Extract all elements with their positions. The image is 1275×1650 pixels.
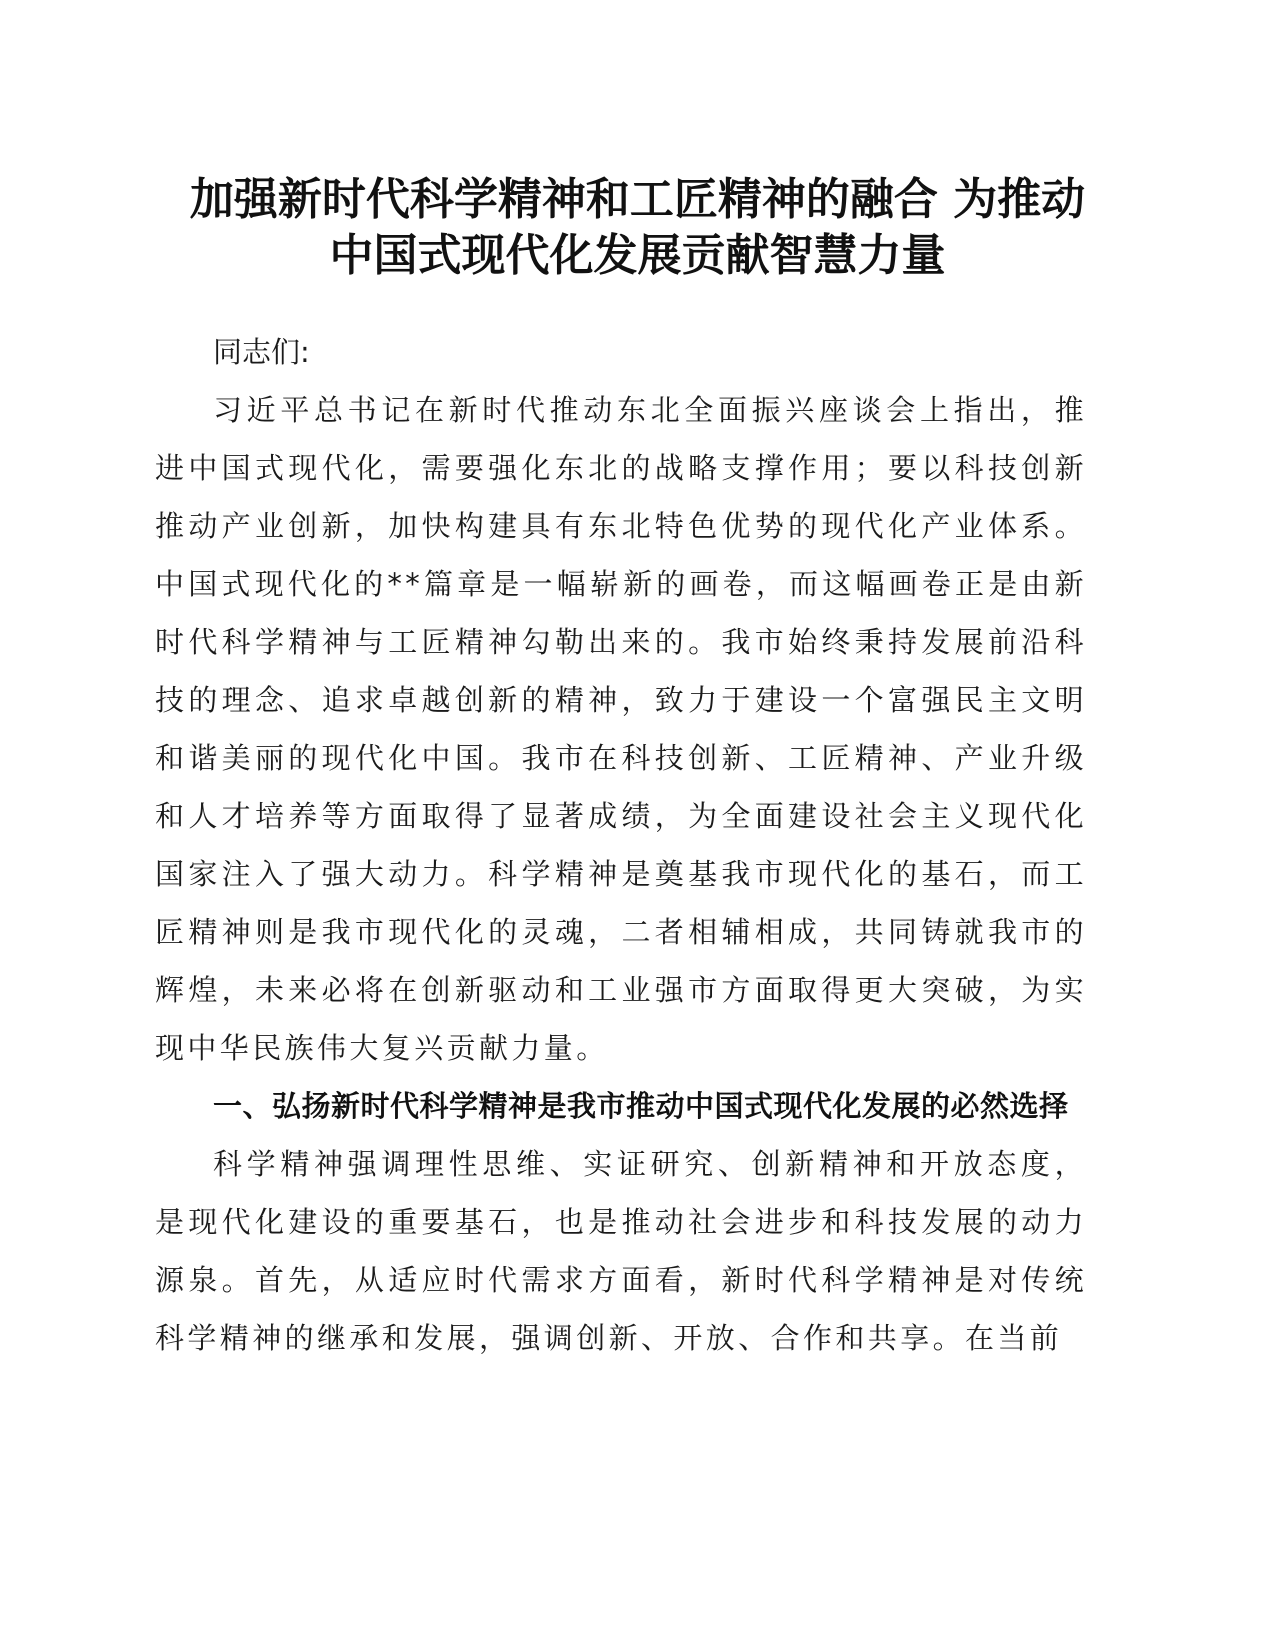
section-heading-1: 一、弘扬新时代科学精神是我市推动中国式现代化发展的必然选择 [213, 1089, 1069, 1123]
section-1-paragraph: 科学精神强调理性思维、实证研究、创新精神和开放态度，是现代化建设的重要基石，也是推动社会进步和科技发展的动力源泉。首先，从适应时代需求方面看，新时代科学精神是对传统科学精神的继承和发展，强调创新、开放、合作和共享。在当前 [155, 1147, 1087, 1355]
title-line-2: 中国式现代化发展贡献智慧力量 [329, 230, 946, 281]
intro-paragraph: 习近平总书记在新时代推动东北全面振兴座谈会上指出，推进中国式现代化，需要强化东北的战略支撑作用；要以科技创新推动产业创新，加快构建具有东北特色优势的现代化产业体系。中国式现代化的**篇章是一幅崭新的画卷，而这幅画卷正是由新时代科学精神与工匠精神勾勒出来的。我市始终秉持发展前沿科技的理念、追求卓越创新的精神，致力于建设一个富强民主文明和谐美丽的现代化中国。我市在科技创新、工匠精神、产业升级和人才培养等方面取得了显著成绩，为全面建设社会主义现代化国家注入了强大动力。科学精神是奠基我市现代化的基石，而工匠精神则是我市现代化的灵魂，二者相辅相成，共同铸就我市的辉煌，未来必将在创新驱动和工业强市方面取得更大突破，为实现中华民族伟大复兴贡献力量。 [155, 393, 1087, 1065]
title-line-1: 加强新时代科学精神和工匠精神的融合 为推动 [189, 174, 1086, 225]
document-body [155, 323, 1087, 1367]
salutation: 同志们: [213, 335, 310, 369]
document-title [110, 172, 1165, 284]
